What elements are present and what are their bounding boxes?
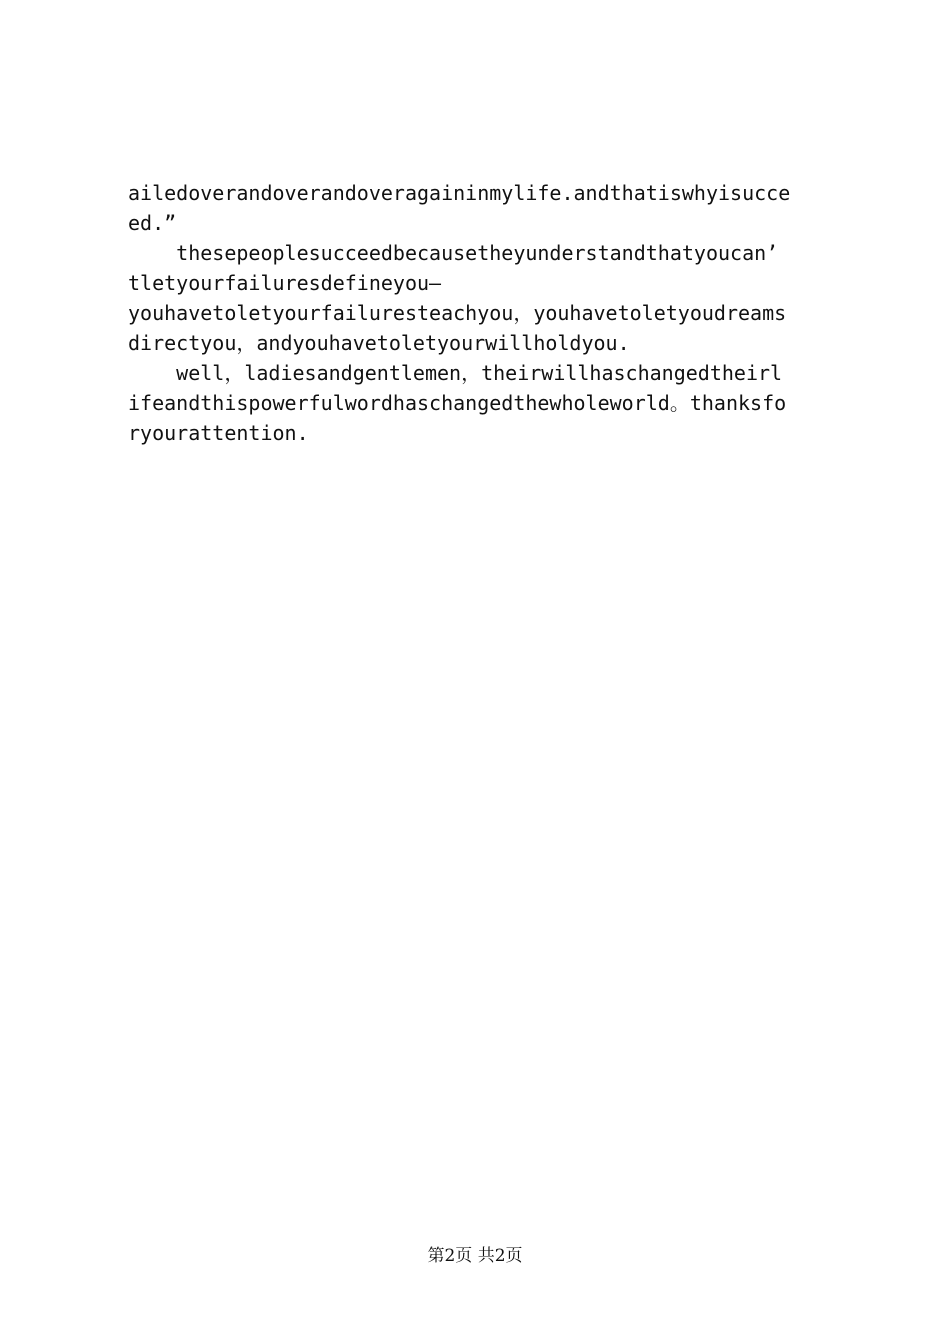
text-line: youhavetoletyourfailuresteachyou，youhavetoletyoudreams xyxy=(128,301,787,325)
text-line: ryourattention. xyxy=(128,421,309,445)
page-number-footer: 第2页 共2页 xyxy=(427,1246,523,1266)
text-line: directyou，andyouhavetoletyourwillholdyou. xyxy=(128,331,630,355)
text-line: ifeandthispowerfulwordhaschangedthewholeworld。thanksfo xyxy=(128,391,787,415)
text-line: ailedoverandoverandoveragaininmylife.andthatiswhyisucce xyxy=(128,181,791,205)
text-line: ed.” xyxy=(128,211,177,235)
text-line: tletyourfailuresdefineyou— xyxy=(128,271,442,295)
text-line: well，ladiesandgentlemen，theirwillhaschangedtheirl xyxy=(128,361,783,385)
body-text xyxy=(128,178,838,448)
text-line: thesepeoplesucceedbecausetheyunderstandthatyoucan’ xyxy=(128,241,779,265)
